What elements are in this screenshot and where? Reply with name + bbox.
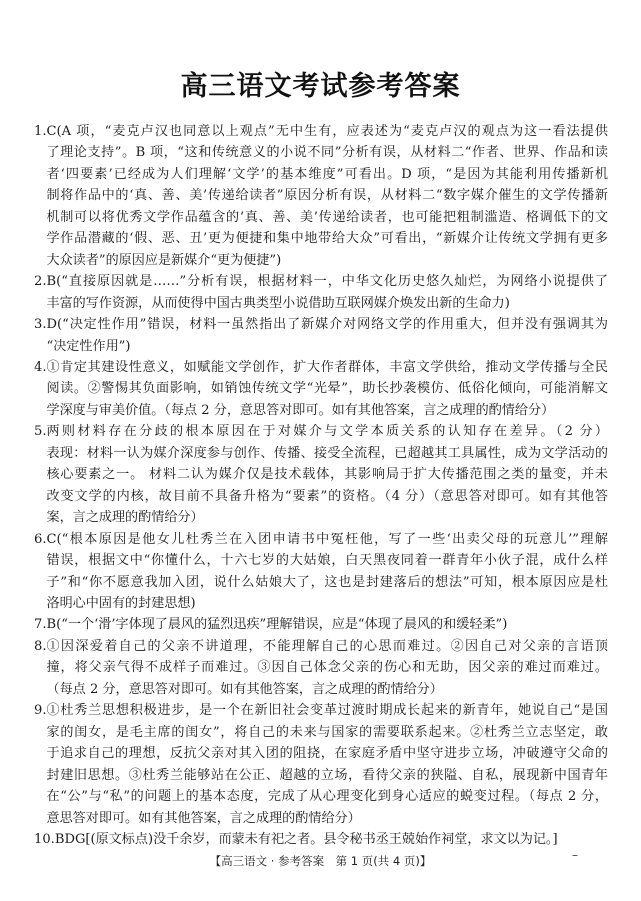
- answer-text: [47, 314, 609, 357]
- answer-line: 了理论支持”。B 项，“这和传统意义的小说不同”分析有误，从材料二“作者、世界、作品和读: [46, 145, 608, 161]
- answer-line: C(“根本原因是他女儿杜秀兰在入团申请书中冤枉他，写了一些‘出卖父母的玩意儿’”理解: [46, 531, 608, 547]
- answer-item: [34, 421, 608, 528]
- answer-item: [34, 829, 608, 850]
- answer-line: 错误，根据文中“你懂什么，十六七岁的大姑娘，白天黑夜同着一群青年小伙子混，成什么样: [46, 553, 608, 569]
- answer-line: 者‘四要素’已经成为人们理解‘文学’的基本维度”可看出。D 项，“是因为其能利用传播新机: [46, 166, 608, 182]
- answer-number: 9.: [34, 703, 47, 719]
- answer-line: 学作品潜藏的‘假、恶、丑’更为便捷和集中地带给大众”可看出，“新媒介让传统文学拥有更多: [46, 231, 608, 247]
- answer-item: [34, 314, 608, 357]
- answer-line: 子”和“你不愿意我加入团，说什么姑娘大了，这也是封建落后的想法”可知，根本原因应是杜: [46, 574, 608, 590]
- answer-text: [47, 636, 609, 700]
- answer-text: [47, 271, 609, 314]
- answer-number: 4.: [34, 359, 47, 375]
- answer-line: C(A 项，“麦克卢汉也同意以上观点”无中生有，应表述为“麦克卢汉的观点为这一看法提供: [46, 124, 608, 139]
- answer-text: [55, 829, 608, 850]
- answer-line: 核心要素之一。 材料二认为媒介仅是技术载体，其影响局于扩大传播范围之类的量变，并未: [46, 467, 608, 483]
- answer-line: 家的闺女，是毛主席的闺女”，将自己的未来与国家的需要联系起来。②杜秀兰立志坚定，敢: [46, 724, 608, 740]
- answer-number: 7.: [34, 617, 47, 633]
- answer-item: [34, 121, 608, 271]
- answer-line: “决定性作用”): [46, 338, 131, 354]
- answer-line: 制将作品中的‘真、善、美’传递给读者”原因分析有误，从材料二“数字媒介催生的文学传播新: [46, 188, 608, 204]
- answer-line: 改变文学的内核，故目前不具备升格为“要素”的资格。（4 分）（意思答对即可。如有其他答: [46, 488, 608, 504]
- answer-line: 洛明心中固有的封建思想): [46, 595, 196, 611]
- answer-number: 6.: [34, 531, 47, 547]
- answer-line: B(“直接原因就是……”分析有误，根据材料一，中华文化历史悠久灿烂，为网络小说提供了: [46, 274, 608, 290]
- page-title: 高三语文考试参考答案: [180, 71, 461, 102]
- answer-line: ①杜秀兰思想积极进步，是一个在新旧社会变革过渡时期成长起来的新青年，她说自己“是国: [46, 703, 608, 719]
- answer-line: 机制可以将优秀文学作品蕴含的‘真、善、美’传递给读者，也可能把粗制滥造、格调低下的文: [46, 209, 608, 225]
- answer-line: 撞，将父亲气得不成样子而难过。③因自己体念父亲的伤心和无助，因父亲的难过而难过。: [46, 660, 608, 676]
- answer-number: 5.: [34, 424, 47, 440]
- answer-number: 3.: [34, 317, 47, 333]
- answer-line: 于追求自己的理想，反抗父亲对其入团的阻挠，在家庭矛盾中坚守进步立场，冲破遵守父命的: [46, 746, 608, 762]
- answer-line: （每点 2 分，意思答对即可。如有其他答案，言之成理的酌情给分）: [46, 681, 443, 697]
- answer-line: ①因深爱着自己的父亲不讲道理，不能理解自己的心思而难过。②因自己对父亲的言语顶: [46, 638, 608, 654]
- answer-line: D(“决定性作用”错误，材料一虽然指出了新媒介对网络文学的作用重大，但并没有强调其为: [46, 317, 608, 333]
- answer-item: [34, 529, 608, 615]
- corner-mark: –: [572, 848, 578, 862]
- answer-line: 学深度与审美价值。（每点 2 分，意思答对即可。如有其他答案，言之成理的酌情给分）: [46, 402, 555, 418]
- answer-line: 在“公”与“私”的问题上的基本态度，完成了从心理变化到身心适应的蜕变过程。（每点 2 分，: [46, 789, 608, 805]
- answer-list: [34, 121, 608, 850]
- answer-item: [34, 357, 608, 421]
- answer-item: [34, 271, 608, 314]
- answer-line: 丰富的写作资源，从而使得中国古典类型小说借助互联网媒介焕发出新的生命力): [46, 295, 510, 311]
- answer-number: 8.: [34, 638, 47, 654]
- answer-item: [34, 614, 608, 635]
- answer-number: 1.: [34, 124, 47, 139]
- answer-text: [47, 529, 609, 615]
- answer-line: 案，言之成理的酌情给分）: [46, 510, 204, 526]
- answer-item: [34, 636, 608, 700]
- answer-item: [34, 700, 608, 829]
- answer-line: B(“一个‘滑’字体现了晨风的猛烈迅疾”理解错误，应是“体现了晨风的和缓轻柔”): [46, 617, 508, 633]
- page-footer: 【高三语文 · 参考答案 第 1 页(共 4 页)】: [209, 854, 432, 868]
- answer-line: 两则材料存在分歧的根本原因在于对媒介与文学本质关系的认知存在差异。（2 分）: [46, 424, 608, 440]
- answer-line: ①肯定其建设性意义，如赋能文学创作，扩大作者群体，丰富文学供给，推动文学传播与全民: [46, 359, 608, 375]
- answer-text: [47, 421, 609, 528]
- answer-line: 表现：材料一认为媒介深度参与创作、传播、接受全流程，已超越其工具属性，成为文学活动的: [46, 445, 608, 461]
- answer-line: 大众读者”的原因应是新媒介“更为便捷”): [46, 252, 282, 268]
- answer-number: 2.: [34, 274, 47, 290]
- answer-line: BDG[(原文标点)没千余岁，而蒙未有祀之者。县令秘书丞王兢始作祠堂，求文以为记。]: [54, 831, 558, 847]
- answer-text: [47, 357, 609, 421]
- answer-text: [47, 614, 609, 635]
- answer-line: 意思答对即可。如有其他答案，言之成理的酌情给分）: [46, 810, 361, 826]
- answer-text: [47, 121, 609, 271]
- answer-line: 封建旧思想。③杜秀兰能够站在公正、超越的立场，看待父亲的狭隘、自私，展现新中国青年: [46, 767, 608, 783]
- answer-line: 阅读。②警惕其负面影响，如销蚀传统文学“光晕”，助长抄袭模仿、低俗化倾向，可能消解文: [46, 381, 608, 397]
- answer-text: [47, 700, 609, 829]
- answer-number: 10.: [34, 831, 55, 847]
